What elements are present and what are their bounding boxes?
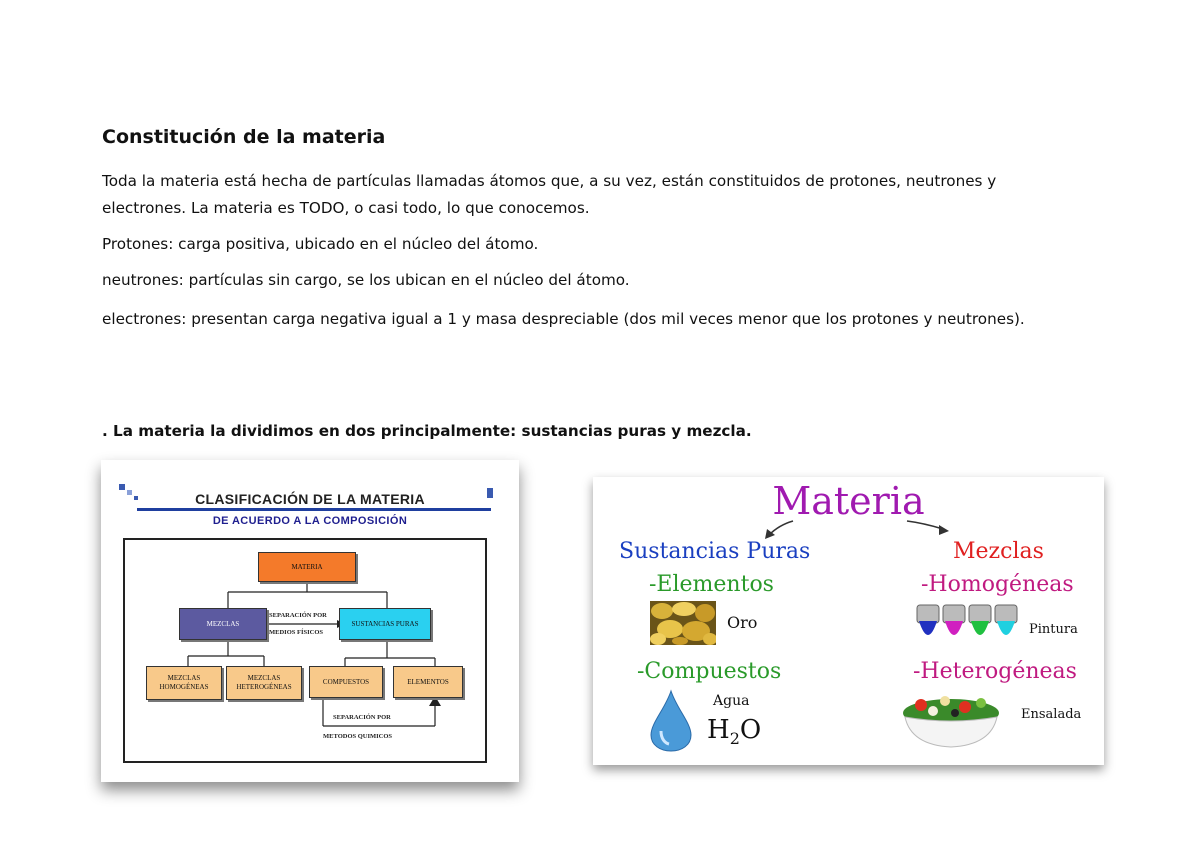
intro-line-2: electrones. La materia es TODO, o casi todo, lo que conocemos. (102, 199, 590, 217)
agua-label: Agua (713, 693, 750, 709)
diagram-subtitle: DE ACUERDO A LA COMPOSICIÓN (212, 515, 408, 527)
homogeneous-box (146, 666, 222, 700)
sustancias-puras-heading: Sustancias Puras (619, 539, 811, 564)
mezclas-heading: Mezclas (953, 539, 1044, 564)
materia-label: MATERIA (291, 562, 323, 571)
h2o-h: H (707, 715, 730, 745)
electrones-text: electrones: presentan carga negativa igual a 1 y masa despreciable (dos mil veces menor que los protones y neutrones). (102, 310, 1025, 328)
separation-physical-line1: SEPARACIÓN POR (269, 612, 327, 619)
connector-lines (101, 460, 519, 782)
elementos-heading: -Elementos (649, 572, 774, 597)
ensalada-label: Ensalada (1021, 707, 1082, 722)
intro-line-1: Toda la materia está hecha de partículas llamadas átomos que, a su vez, están constituidos de protones, neutrones y (102, 172, 997, 190)
classification-diagram (101, 460, 519, 782)
homogeneous-label: MEZCLAS HOMOGÉNEAS (159, 674, 209, 691)
heterogeneous-label: MEZCLAS HETEROGÉNEAS (236, 674, 292, 691)
compuestos-heading: -Compuestos (637, 659, 782, 684)
diagram-title: CLASIFICACIÓN DE LA MATERIA (195, 491, 425, 507)
heterogeneas-heading: -Heterogéneas (913, 659, 1077, 684)
mezclas-label: MEZCLAS (206, 619, 240, 628)
neutrones-text: neutrones: partículas sin cargo, se los ubican en el núcleo del átomo. (102, 271, 630, 289)
compuestos-box (309, 666, 383, 698)
oro-label: Oro (727, 613, 758, 632)
sustancias-puras-label: SUSTANCIAS PURAS (351, 619, 419, 628)
sustancias-puras-box (339, 608, 431, 640)
separation-chemical-line2: METODOS QUIMICOS (323, 733, 393, 740)
materia-box (258, 552, 356, 582)
protones-text: Protones: carga positiva, ubicado en el núcleo del átomo. (102, 235, 539, 253)
heterogeneous-box (226, 666, 302, 700)
mezclas-box (179, 608, 267, 640)
h2o-formula (707, 715, 761, 748)
homogeneas-heading: -Homogéneas (921, 572, 1074, 597)
elementos-label: ELEMENTOS (407, 677, 449, 686)
separation-physical-line2: MEDIOS FÍSICOS (269, 629, 323, 636)
materia-infographic (593, 477, 1104, 765)
water-drop-icon (649, 689, 693, 753)
elementos-box (393, 666, 463, 698)
separation-chemical-line1: SEPARACIÓN POR (333, 714, 391, 721)
h2o-o: O (739, 715, 762, 745)
pintura-label: Pintura (1029, 622, 1078, 637)
page-title: Constitución de la materia (102, 126, 386, 148)
compuestos-label: COMPUESTOS (322, 677, 370, 686)
paint-cans-icon (915, 603, 1023, 651)
division-text: . La materia la dividimos en dos principalmente: sustancias puras y mezcla. (102, 422, 752, 440)
h2o-subscript: 2 (729, 729, 740, 749)
salad-bowl-icon (899, 689, 1003, 749)
gold-nuggets-icon (650, 601, 716, 645)
infographic-title: Materia (772, 479, 925, 523)
